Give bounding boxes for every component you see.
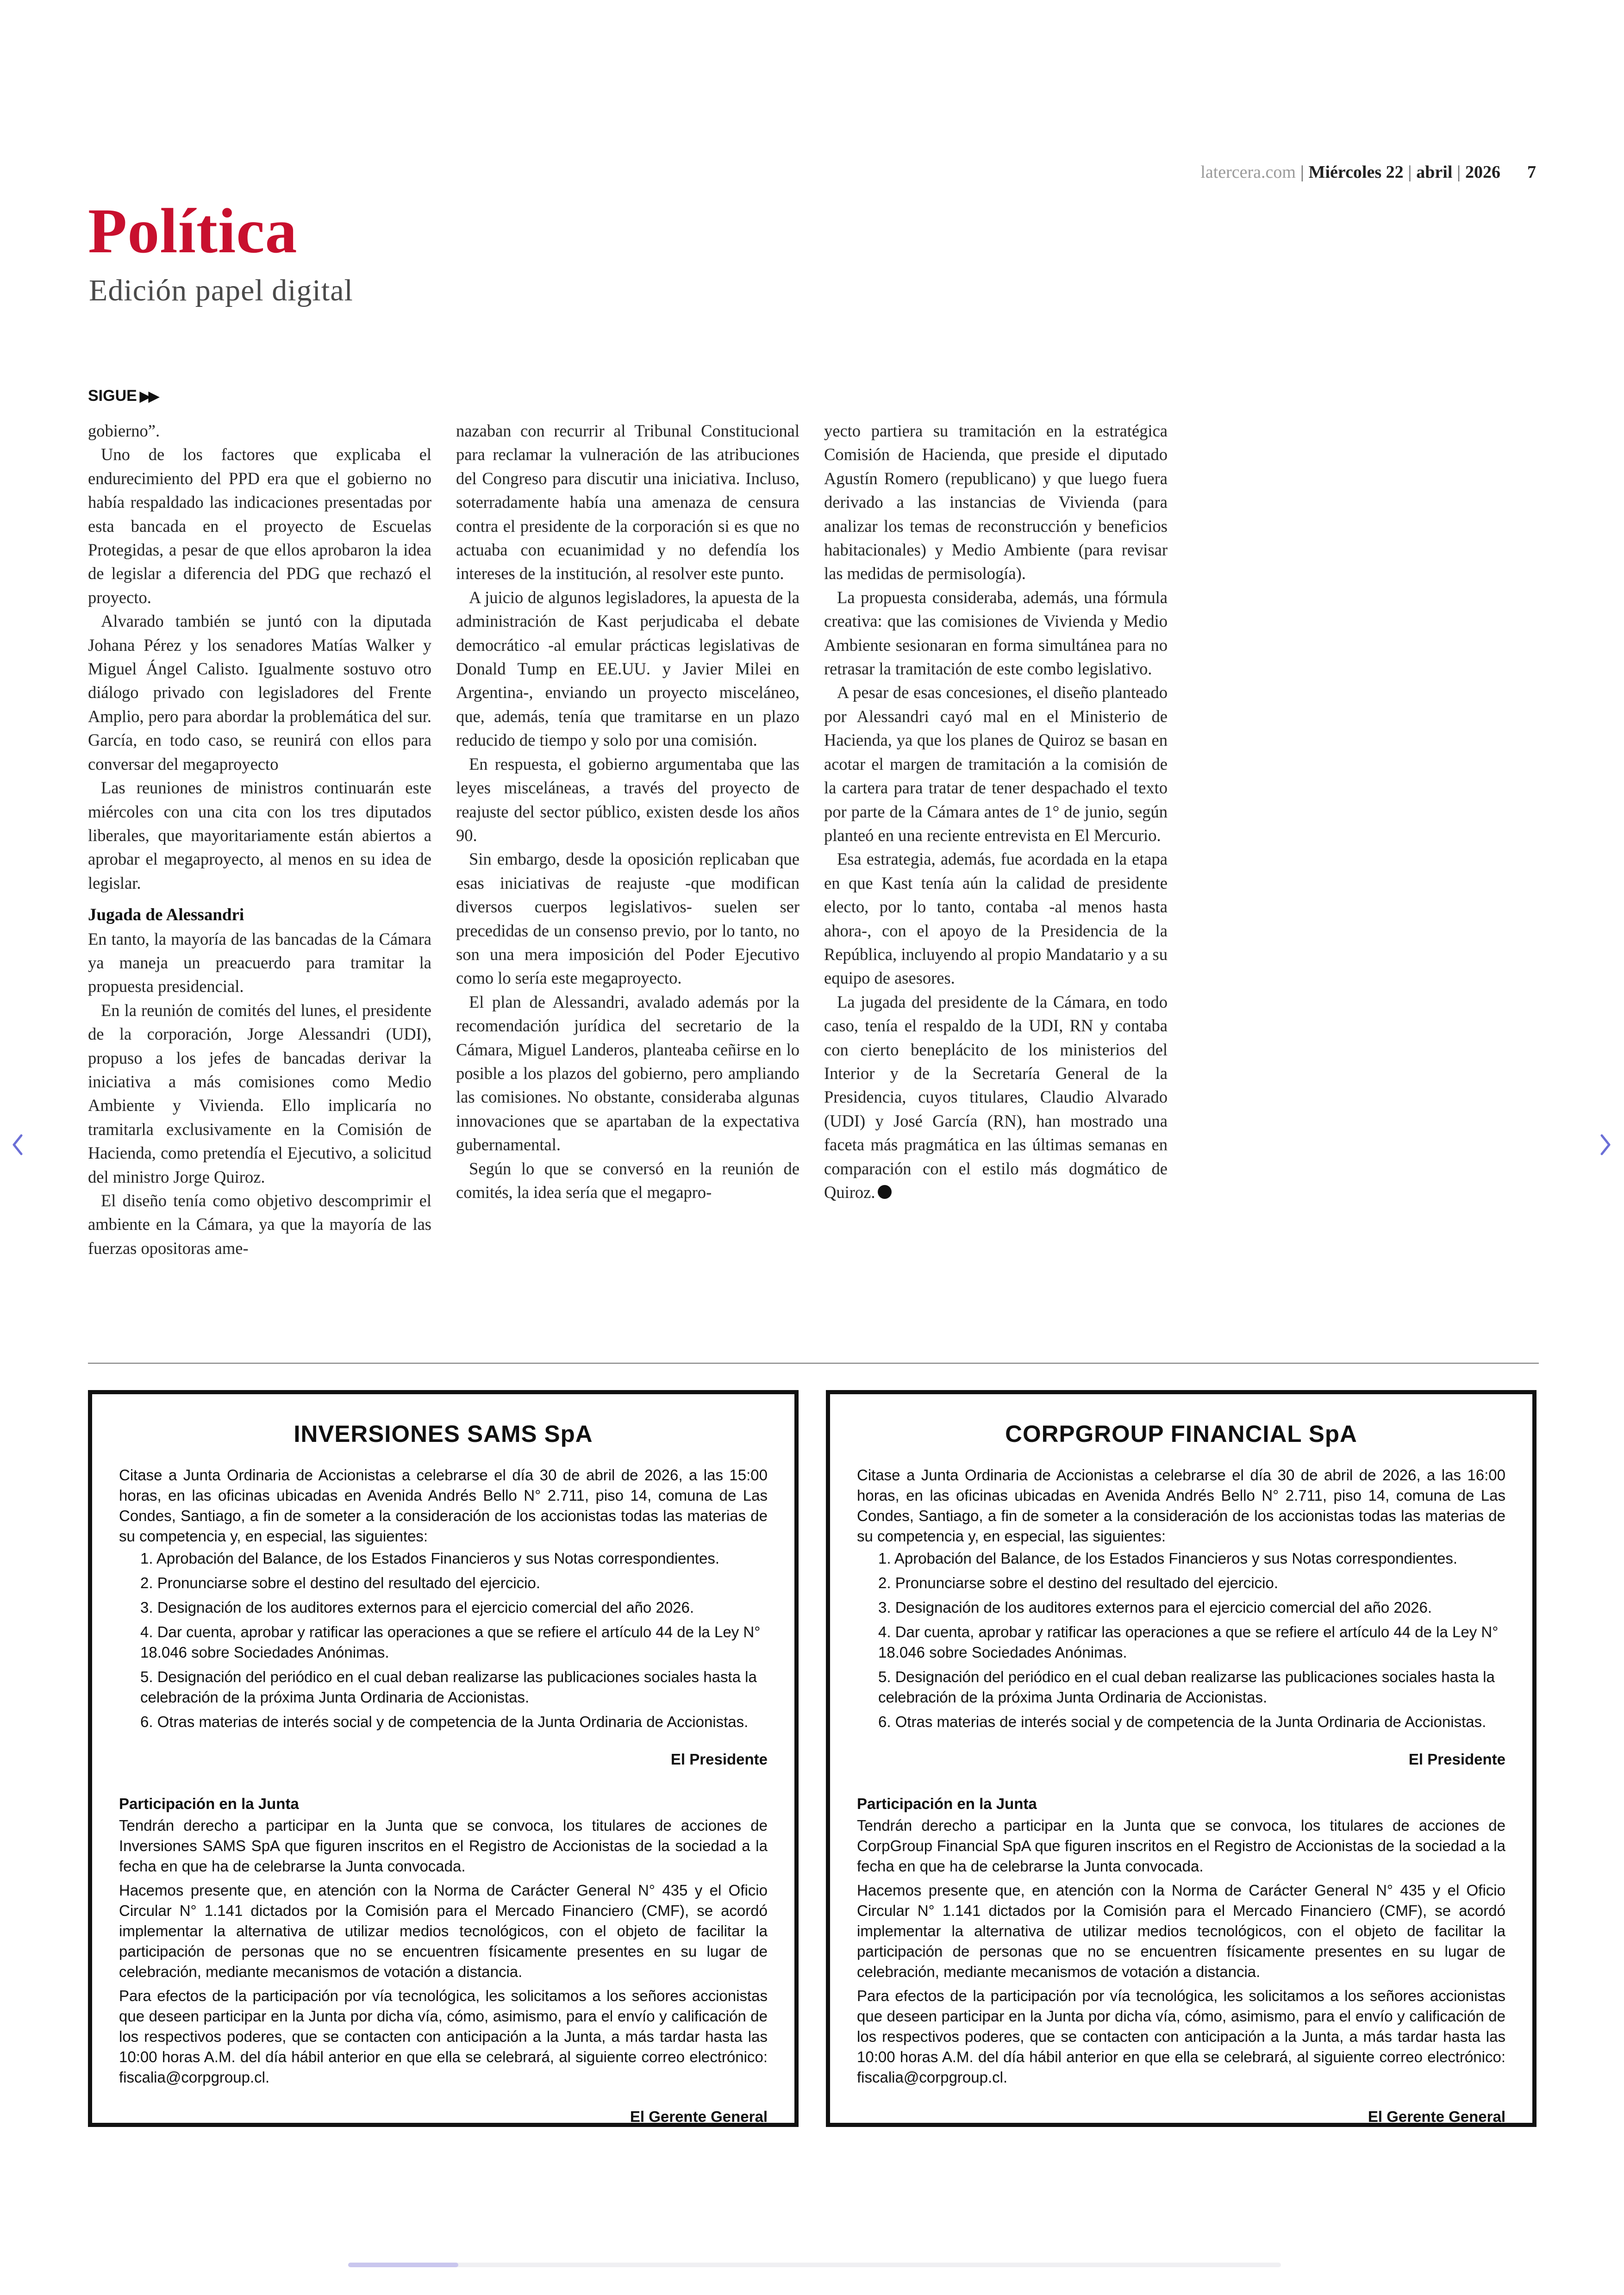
paragraph: Alvarado también se juntó con la diputada Johana Pérez y los senadores Matías Walker y Miguel Ángel Calisto. Igualmente sostuvo otro diálogo privado con legisladores del Frente Amplio, pero para abordar la problemática del sur. García, en todo caso, se reunirá con ellos para conversar del megaproyecto: [88, 611, 431, 773]
paragraph: Esa estrategia, además, fue acordada en la etapa en que Kast tenía aún la calidad de presidente electo, por lo tanto, contaba -al menos hasta ahora-, con el apoyo de la Presidencia de la República, incluyendo al propio Mandatario y a su equipo de asesores.: [824, 849, 1168, 988]
final-paragraph-text: La jugada del presidente de la Cámara, en todo caso, tenía el respaldo de la UDI, RN y contaba con cierto beneplácito de los ministerios del Interior y de la Secretaría General de la Presidencia, cuyos titulares, Claudio Alvarado (UDI) y José García (RN), han mostrado una faceta más pragmática en las últimas semanas en comparación con el estilo más dogmático de Quiroz.: [824, 992, 1168, 1202]
agenda-item: 3. Designación de los auditores externos para el ejercicio comercial del año 2026.: [878, 1599, 1432, 1616]
paragraph: Las reuniones de ministros continuarán este miércoles con una cita con los tres diputados liberales, que mayoritariamente están abiertos a aprobar el megaproyecto, al menos en su idea de legislar.: [88, 778, 431, 892]
divider: [88, 1363, 1539, 1364]
agenda-item: 6. Otras materias de interés social y de competencia de la Junta Ordinaria de Accionistas.: [140, 1713, 749, 1730]
chevron-left-icon: [8, 1131, 27, 1159]
previous-page-button[interactable]: [8, 1131, 27, 1159]
notice-paragraph: Tendrán derecho a participar en la Junta que se convoca, los titulares de acciones de CorpGroup Financial SpA que figuren inscritos en el Registro de Accionistas de la sociedad a la fecha en que ha de celebrarse la Junta convocada.: [857, 1817, 1505, 1875]
paragraph: [824, 990, 1168, 1204]
agenda-item: 3. Designación de los auditores externos para el ejercicio comercial del año 2026.: [140, 1599, 694, 1616]
agenda-item: 2. Pronunciarse sobre el destino del resultado del ejercicio.: [140, 1574, 540, 1591]
subheading: Jugada de Alessandri: [88, 905, 244, 925]
section-title: Política: [88, 195, 298, 266]
legal-notice-2: [826, 1390, 1537, 2127]
participation-heading: Participación en la Junta: [119, 1795, 299, 1812]
notice-paragraph: Para efectos de la participación por vía tecnológica, les solicitamos a los señores accionistas que deseen participar en la Junta por dicha vía, cómo, asimismo, para el envío y calificación de los respectivos poderes, que se contacten con anticipación a la Junta, a más tardar hasta las 10:00 horas A.M. del día hábil anterior en que ella se celebrará, al siguiente correo electrónico: fiscalia@corpgroup.cl.: [119, 1987, 768, 2086]
notice-paragraph: Hacemos presente que, en atención con la Norma de Carácter General N° 435 y el Oficio Circular N° 1.141 dictados por la Comisión para el Mercado Financiero (CMF), se acordó implementar la alternativa de utilizar medios tecnológicos, con el objeto de facilitar la participación de personas que no se encuentren físicamente presentes en su lugar de celebración, mediante mecanismos de votación a distancia.: [857, 1882, 1505, 1980]
continued-text: SIGUE: [88, 387, 137, 405]
paragraph: La propuesta consideraba, además, una fórmula creativa: que las comisiones de Vivienda y Medio Ambiente sesionaran en forma simultánea para no retrasar la tramitación de este combo legislativo.: [824, 587, 1168, 679]
notice-paragraph: Para efectos de la participación por vía tecnológica, les solicitamos a los señores accionistas que deseen participar en la Junta por dicha vía, cómo, asimismo, para el envío y calificación de los respectivos poderes, que se contacten con anticipación a la Junta, a más tardar hasta las 10:00 horas A.M. del día hábil anterior en que ella se celebrará, al siguiente correo electrónico: fiscalia@corpgroup.cl.: [857, 1987, 1505, 2086]
paragraph: En tanto, la mayoría de las bancadas de la Cámara ya maneja un preacuerdo para tramitar la propuesta presidencial.: [88, 929, 431, 996]
signer-general-manager: El Gerente General: [630, 2108, 768, 2125]
paragraph: yecto partiera su tramitación en la estratégica Comisión de Hacienda, que preside el diputado Agustín Romero (republicano) y que luego fuera derivado a las instancias de Vivienda (para analizar los temas de reconstrucción y beneficios habitacionales) y Medio Ambiente (para revisar las medidas de permisología).: [824, 421, 1168, 583]
notice-intro: Citase a Junta Ordinaria de Accionistas a celebrarse el día 30 de abril de 2026, a las 16:00 horas, en las oficinas ubicadas en Avenida Andrés Bello N° 2.711, piso 14, comuna de Las Condes, Santiago, a fin de someter a la consideración de los accionistas todas las materias de su competencia y, en especial, las siguientes:: [857, 1466, 1505, 1545]
paragraph: nazaban con recurrir al Tribunal Constitucional para reclamar la vulneración de las atribuciones del Congreso para discutir una iniciativa. Incluso, soterradamente había una amenaza de censura contra el presidente de la corporación si es que no actuaba con ecuanimidad y no defendía los intereses de la institución, al resolver este punto.: [456, 421, 800, 583]
agenda-item: 5. Designación del periódico en el cual deban realizarse las publicaciones sociales hasta la celebración de la próxima Junta Ordinaria de Accionistas.: [878, 1668, 1495, 1706]
agenda-item: 4. Dar cuenta, aprobar y ratificar las operaciones a que se refiere el artículo 44 de la Ley N° 18.046 sobre Sociedades Anónimas.: [140, 1623, 761, 1661]
signer-general-manager: El Gerente General: [1368, 2108, 1505, 2125]
end-of-article-icon: [878, 1185, 892, 1199]
date-year: 2026: [1465, 162, 1500, 182]
chevron-right-icon: [1596, 1131, 1615, 1159]
notice-company: INVERSIONES SAMS SpA: [294, 1421, 593, 1447]
agenda-item: 2. Pronunciarse sobre el destino del resultado del ejercicio.: [878, 1574, 1278, 1591]
agenda-list: [119, 1548, 768, 1732]
paragraph: Según lo que se conversó en la reunión de comités, la idea sería que el megapro-: [456, 1159, 800, 1202]
participation-heading: Participación en la Junta: [857, 1795, 1037, 1812]
horizontal-scrollbar-thumb[interactable]: [348, 2263, 458, 2267]
agenda-item: 1. Aprobación del Balance, de los Estados Financieros y sus Notas correspondientes.: [140, 1550, 720, 1567]
double-arrow-icon: ▶▶: [139, 389, 157, 404]
site-name: latercera.com: [1200, 162, 1296, 182]
agenda-item: 4. Dar cuenta, aprobar y ratificar las operaciones a que se refiere el artículo 44 de la Ley N° 18.046 sobre Sociedades Anónimas.: [878, 1623, 1499, 1661]
agenda-item: 6. Otras materias de interés social y de competencia de la Junta Ordinaria de Accionistas.: [878, 1713, 1487, 1730]
notice-paragraph: Hacemos presente que, en atención con la Norma de Carácter General N° 435 y el Oficio Circular N° 1.141 dictados por la Comisión para el Mercado Financiero (CMF), se acordó implementar la alternativa de utilizar medios tecnológicos, con el objeto de facilitar la participación de personas que no se encuentren físicamente presentes en su lugar de celebración, mediante mecanismos de votación a distancia.: [119, 1882, 768, 1980]
paragraph: Sin embargo, desde la oposición replicaban que esas iniciativas de reajuste -que modifican diversos cuerpos legislativos- suelen ser precedidas de un consenso previo, por lo tanto, no son una mera imposición del Poder Ejecutivo como lo sería este megaproyecto.: [456, 849, 800, 988]
section-subtitle: Edición papel digital: [89, 274, 353, 307]
article-column-1: [88, 419, 431, 1260]
paragraph: El plan de Alessandri, avalado además por la recomendación jurídica del secretario de la Cámara, Miguel Landeros, planteaba ceñirse en lo posible a los plazos del gobierno, pero ampliando las comisiones. No obstante, consideraba algunas innovaciones que se apartaban de la expectativa gubernamental.: [456, 992, 800, 1154]
notice-intro: Citase a Junta Ordinaria de Accionistas a celebrarse el día 30 de abril de 2026, a las 15:00 horas, en las oficinas ubicadas en Avenida Andrés Bello N° 2.711, piso 14, comuna de Las Condes, Santiago, a fin de someter a la consideración de los accionistas todas las materias de su competencia y, en especial, las siguientes:: [119, 1466, 768, 1545]
paragraph: El diseño tenía como objetivo descomprimir el ambiente en la Cámara, ya que la mayoría de las fuerzas opositoras ame-: [88, 1191, 431, 1258]
horizontal-scrollbar-track[interactable]: [348, 2263, 1281, 2267]
date-weekday-day: Miércoles 22: [1308, 162, 1404, 182]
paragraph: A pesar de esas concesiones, el diseño planteado por Alessandri cayó mal en el Ministerio de Hacienda, ya que los planes de Quiroz se basan en acotar el margen de tramitación a la comisión de la cartera para tratar de tener despachado el texto por parte de la Cámara antes de 1° de junio, según planteó en una reciente entrevista en El Mercurio.: [824, 683, 1168, 845]
page-number: 7: [1527, 162, 1536, 182]
notice-company: CORPGROUP FINANCIAL SpA: [1005, 1421, 1357, 1447]
article-column-3: [824, 419, 1168, 1204]
paragraph: A juicio de algunos legisladores, la apuesta de la administración de Kast perjudicaba el debate democrático -al emular prácticas legislativas de Donald Tump en EE.UU. y Javier Milei en Argentina-, enviando un proyecto misceláneo, que, además, tenía que tramitarse en un plazo reducido de tiempo y solo por una comisión.: [456, 587, 800, 750]
paragraph: En la reunión de comités del lunes, el presidente de la corporación, Jorge Alessandri (UDI), propuso a los jefes de bancadas derivar la iniciativa a más comisiones como Medio Ambiente y Vivienda. Ello implicaría no tramitarla exclusivamente en la Comisión de Hacienda, como pretendía el Ejecutivo, a solicitud del ministro Jorge Quiroz.: [88, 1000, 431, 1186]
next-page-button[interactable]: [1596, 1131, 1615, 1159]
date-month: abril: [1416, 162, 1453, 182]
signer-president: El Presidente: [670, 1751, 768, 1768]
agenda-list: [857, 1548, 1505, 1732]
legal-notice-1: [88, 1390, 799, 2127]
page-folio: latercera.com | Miércoles 22 | abril | 2026 7: [1200, 162, 1536, 182]
article-column-2: [456, 419, 800, 1204]
paragraph: gobierno”.: [88, 421, 160, 440]
signer-president: El Presidente: [1408, 1751, 1505, 1768]
continued-label: [88, 387, 157, 405]
paragraph: Uno de los factores que explicaba el endurecimiento del PPD era que el gobierno no había respaldado las indicaciones presentadas por esta bancada en el proyecto de Escuelas Protegidas, a pesar de que ellos aprobaron la idea de legislar a diferencia del PDG que rechazó el proyecto.: [88, 445, 431, 607]
agenda-item: 5. Designación del periódico en el cual deban realizarse las publicaciones sociales hasta la celebración de la próxima Junta Ordinaria de Accionistas.: [140, 1668, 757, 1706]
agenda-item: 1. Aprobación del Balance, de los Estados Financieros y sus Notas correspondientes.: [878, 1550, 1458, 1567]
paragraph: En respuesta, el gobierno argumentaba que las leyes misceláneas, a través del proyecto de reajuste del sector público, existen desde los años 90.: [456, 754, 800, 845]
notice-paragraph: Tendrán derecho a participar en la Junta que se convoca, los titulares de acciones de Inversiones SAMS SpA que figuren inscritos en el Registro de Accionistas de la sociedad a la fecha en que ha de celebrarse la Junta convocada.: [119, 1817, 768, 1875]
